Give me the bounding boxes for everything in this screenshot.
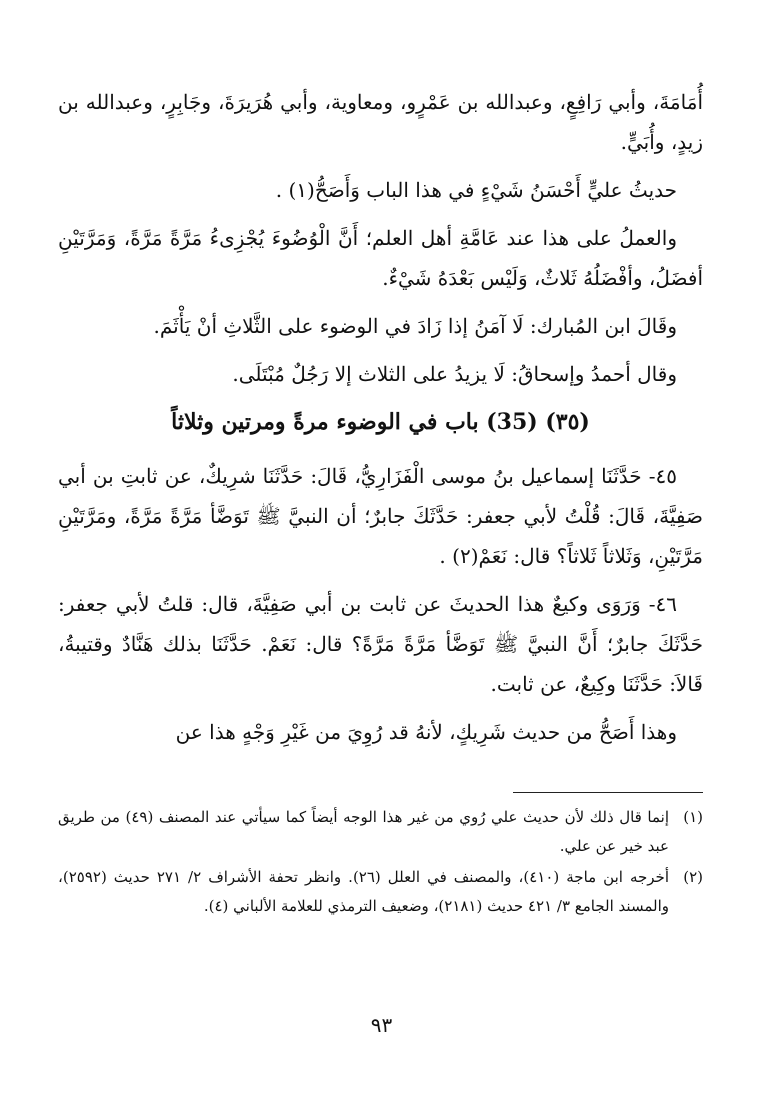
footnote-number: (٢): [683, 868, 703, 886]
footnotes: [58, 803, 703, 923]
paragraph: وقال أحمدُ وإسحاقُ: لَا يزيدُ على الثلاث إلا رَجُلٌ مُبْتَلَى.: [232, 362, 677, 386]
footnote-text: أخرجه ابن ماجة (٤١٠)، والمصنف في العلل (٢٦). وانظر تحفة الأشراف ٢/ ٢٧١ حديث (٢٥٩٢)، والمسند الجامع ٣/ ٤٢١ حديث (٢١٨١)، وضعيف الترمذي للعلامة الألباني (٤).: [58, 868, 669, 915]
footnote-divider: [513, 792, 703, 793]
paragraph: والعملُ على هذا عند عَامَّةِ أهل العلم؛ أَنَّ الْوُضُوءَ يُجْزِىءُ مَرَّةً مَرَّةً، وَمَرَّتَيْنِ أفضَلُ، وأفْضَلُهُ ثَلاثٌ، وَلَيْس بَعْدَهُ شَيْءٌ.: [58, 226, 703, 290]
section-heading: (٣٥) (35) باب في الوضوء مرةً ومرتين وثلاثاً: [171, 409, 590, 435]
paragraph: أُمَامَةَ، وأبي رَافِعٍ، وعبدالله بن عَمْرٍو، ومعاوية، وأبي هُرَيرَةَ، وجَابِرٍ، وعبدالله بن زيدٍ، وأُبَيٍّ.: [58, 90, 703, 154]
paragraph: وقَالَ ابن المُبارك: لَا آمَنُ إذا زَادَ في الوضوء على الثَّلاثِ أنْ يَأْثَمَ.: [153, 314, 677, 338]
page-number: ٩٣: [370, 1013, 393, 1037]
main-text: [58, 82, 703, 760]
footnote-text: إنما قال ذلك لأن حديث علي رُوي من غير هذا الوجه أيضاً كما سيأتي عند المصنف (٤٩) من طريق عبد خير عن علي.: [58, 808, 669, 855]
closing-paragraph: وهذا أَصَحُّ من حديث شَرِيكٍ، لأنهُ قد رُوِيَ من غَيْرِ وَجْهٍ هذا عن: [175, 720, 677, 744]
hadith-paragraph: ٤٥- حَدَّثَنَا إسماعيل بنُ موسى الْفَزَارِيُّ، قَالَ: حَدَّثَنَا شرِيكٌ، عن ثابتِ بن أبي صَفِيَّةَ، قَالَ: قُلْتُ لأبي جعفر: حَدَّثَكَ جابرٌ؛ أن النبيَّ ﷺ تَوَضَّأ مَرَّةً مَرَّةً، ومَرَّتَيْنِ مَرَّتَيْنِ، وَثَلاثاً ثَلاثاً؟ قال: نَعَمْ(٢) .: [58, 464, 703, 568]
footnote: [58, 803, 703, 861]
footnote-number: (١): [683, 808, 703, 826]
hadith-paragraph: ٤٦- وَرَوَى وكيعٌ هذا الحديثَ عن ثابت بن أبي صَفِيَّةَ، قال: قلتُ لأبي جعفر: حَدَّثَكَ جابرٌ؛ أَنَّ النبيَّ ﷺ تَوَضَّأ مَرَّةً مَرَّةً؟ قال: نَعَمْ. حَدَّثَنَا بذلك هَنَّادٌ وقتيبةُ، قَالاَ: حَدَّثَنَا وكِيعٌ، عن ثابت.: [58, 592, 703, 696]
paragraph: حديثُ عليٍّ أَحْسَنُ شَيْءٍ في هذا الباب وَأَصَحُّ(١) .: [275, 178, 677, 202]
footnote: [58, 863, 703, 921]
